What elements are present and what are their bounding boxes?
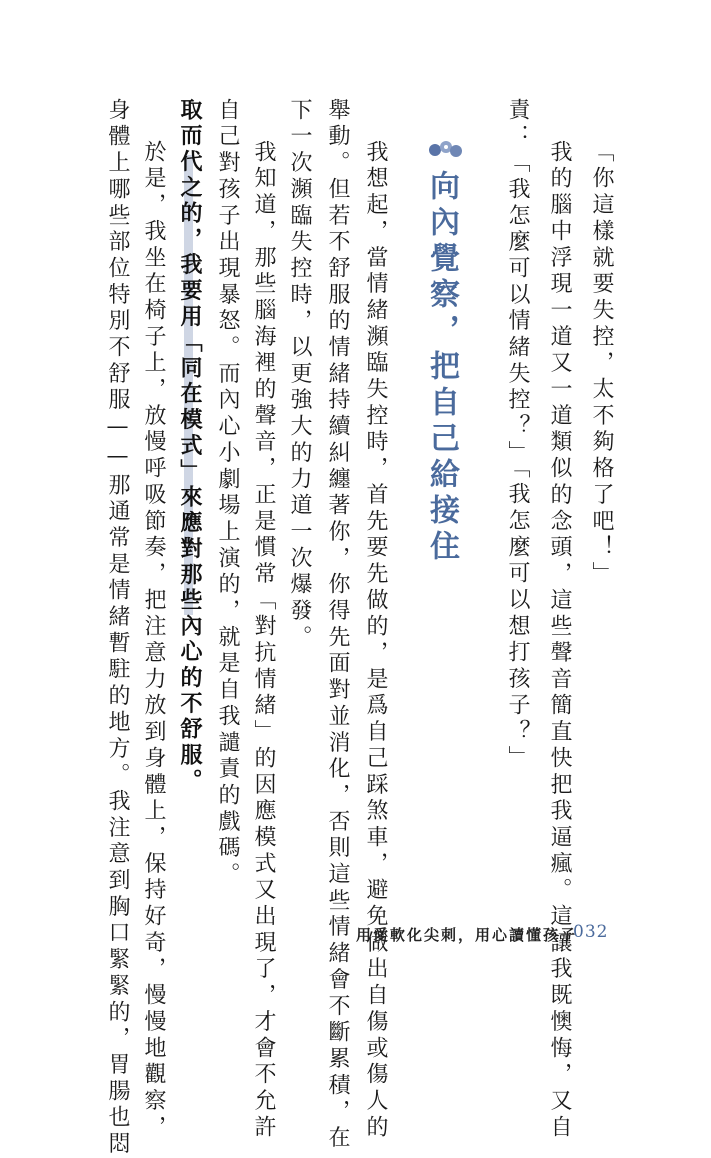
paragraph-2-line-2: 舉動。但若不舒服的情緒持續糾纏著你，你得先面對並消化，否則這些情緒會不斷累積，在 — [325, 98, 350, 1152]
page-number: 032 — [573, 922, 609, 942]
paragraph-1-line-2: 責：「我怎麼可以情緒失控？」「我怎麼可以想打孩子？」 — [505, 98, 530, 773]
blossom-ornament-icon — [426, 138, 464, 160]
emphasis-line: 取而代之的，我要用「同在模式」來應對那些內心的不舒服。 — [177, 98, 202, 795]
paragraph-2-line-1: 我想起，當情緒瀕臨失控時，首先要先做的，是爲自己踩煞車，避免做出自傷或傷人的 — [363, 140, 388, 1142]
section-heading: 向內覺察，把自己給接住 — [424, 170, 459, 566]
paragraph-3-line-1: 我知道，那些腦海裡的聲音，正是慣常「對抗情緒」的因應模式又出現了，才會不允許 — [251, 140, 276, 1142]
paragraph-2-line-3: 下一次瀕臨失控時，以更強大的力道一次爆發。 — [287, 98, 312, 652]
running-footer-book-title: 用愛軟化尖刺，用心讀懂孩子 — [356, 926, 578, 944]
paragraph-1-line-1: 我的腦中浮現一道又一道類似的念頭，這些聲音簡直快把我逼瘋。這讓我既懊悔，又自 — [547, 140, 572, 1142]
paragraph-3-line-2: 自己對孩子出現暴怒。而內心小劇場上演的，就是自我譴責的戲碼。 — [215, 98, 240, 889]
quote-line: 「你這樣就要失控，太不夠格了吧！」 — [589, 140, 614, 588]
paragraph-4-line-1: 於是，我坐在椅子上，放慢呼吸節奏，把注意力放到身體上，保持好奇，慢慢地觀察， — [141, 140, 166, 1142]
paragraph-4-line-2: 身體上哪些部位特別不舒服——那通常是情緒暫駐的地方。我注意到胸口緊緊的，胃腸也悶 — [105, 98, 130, 1158]
